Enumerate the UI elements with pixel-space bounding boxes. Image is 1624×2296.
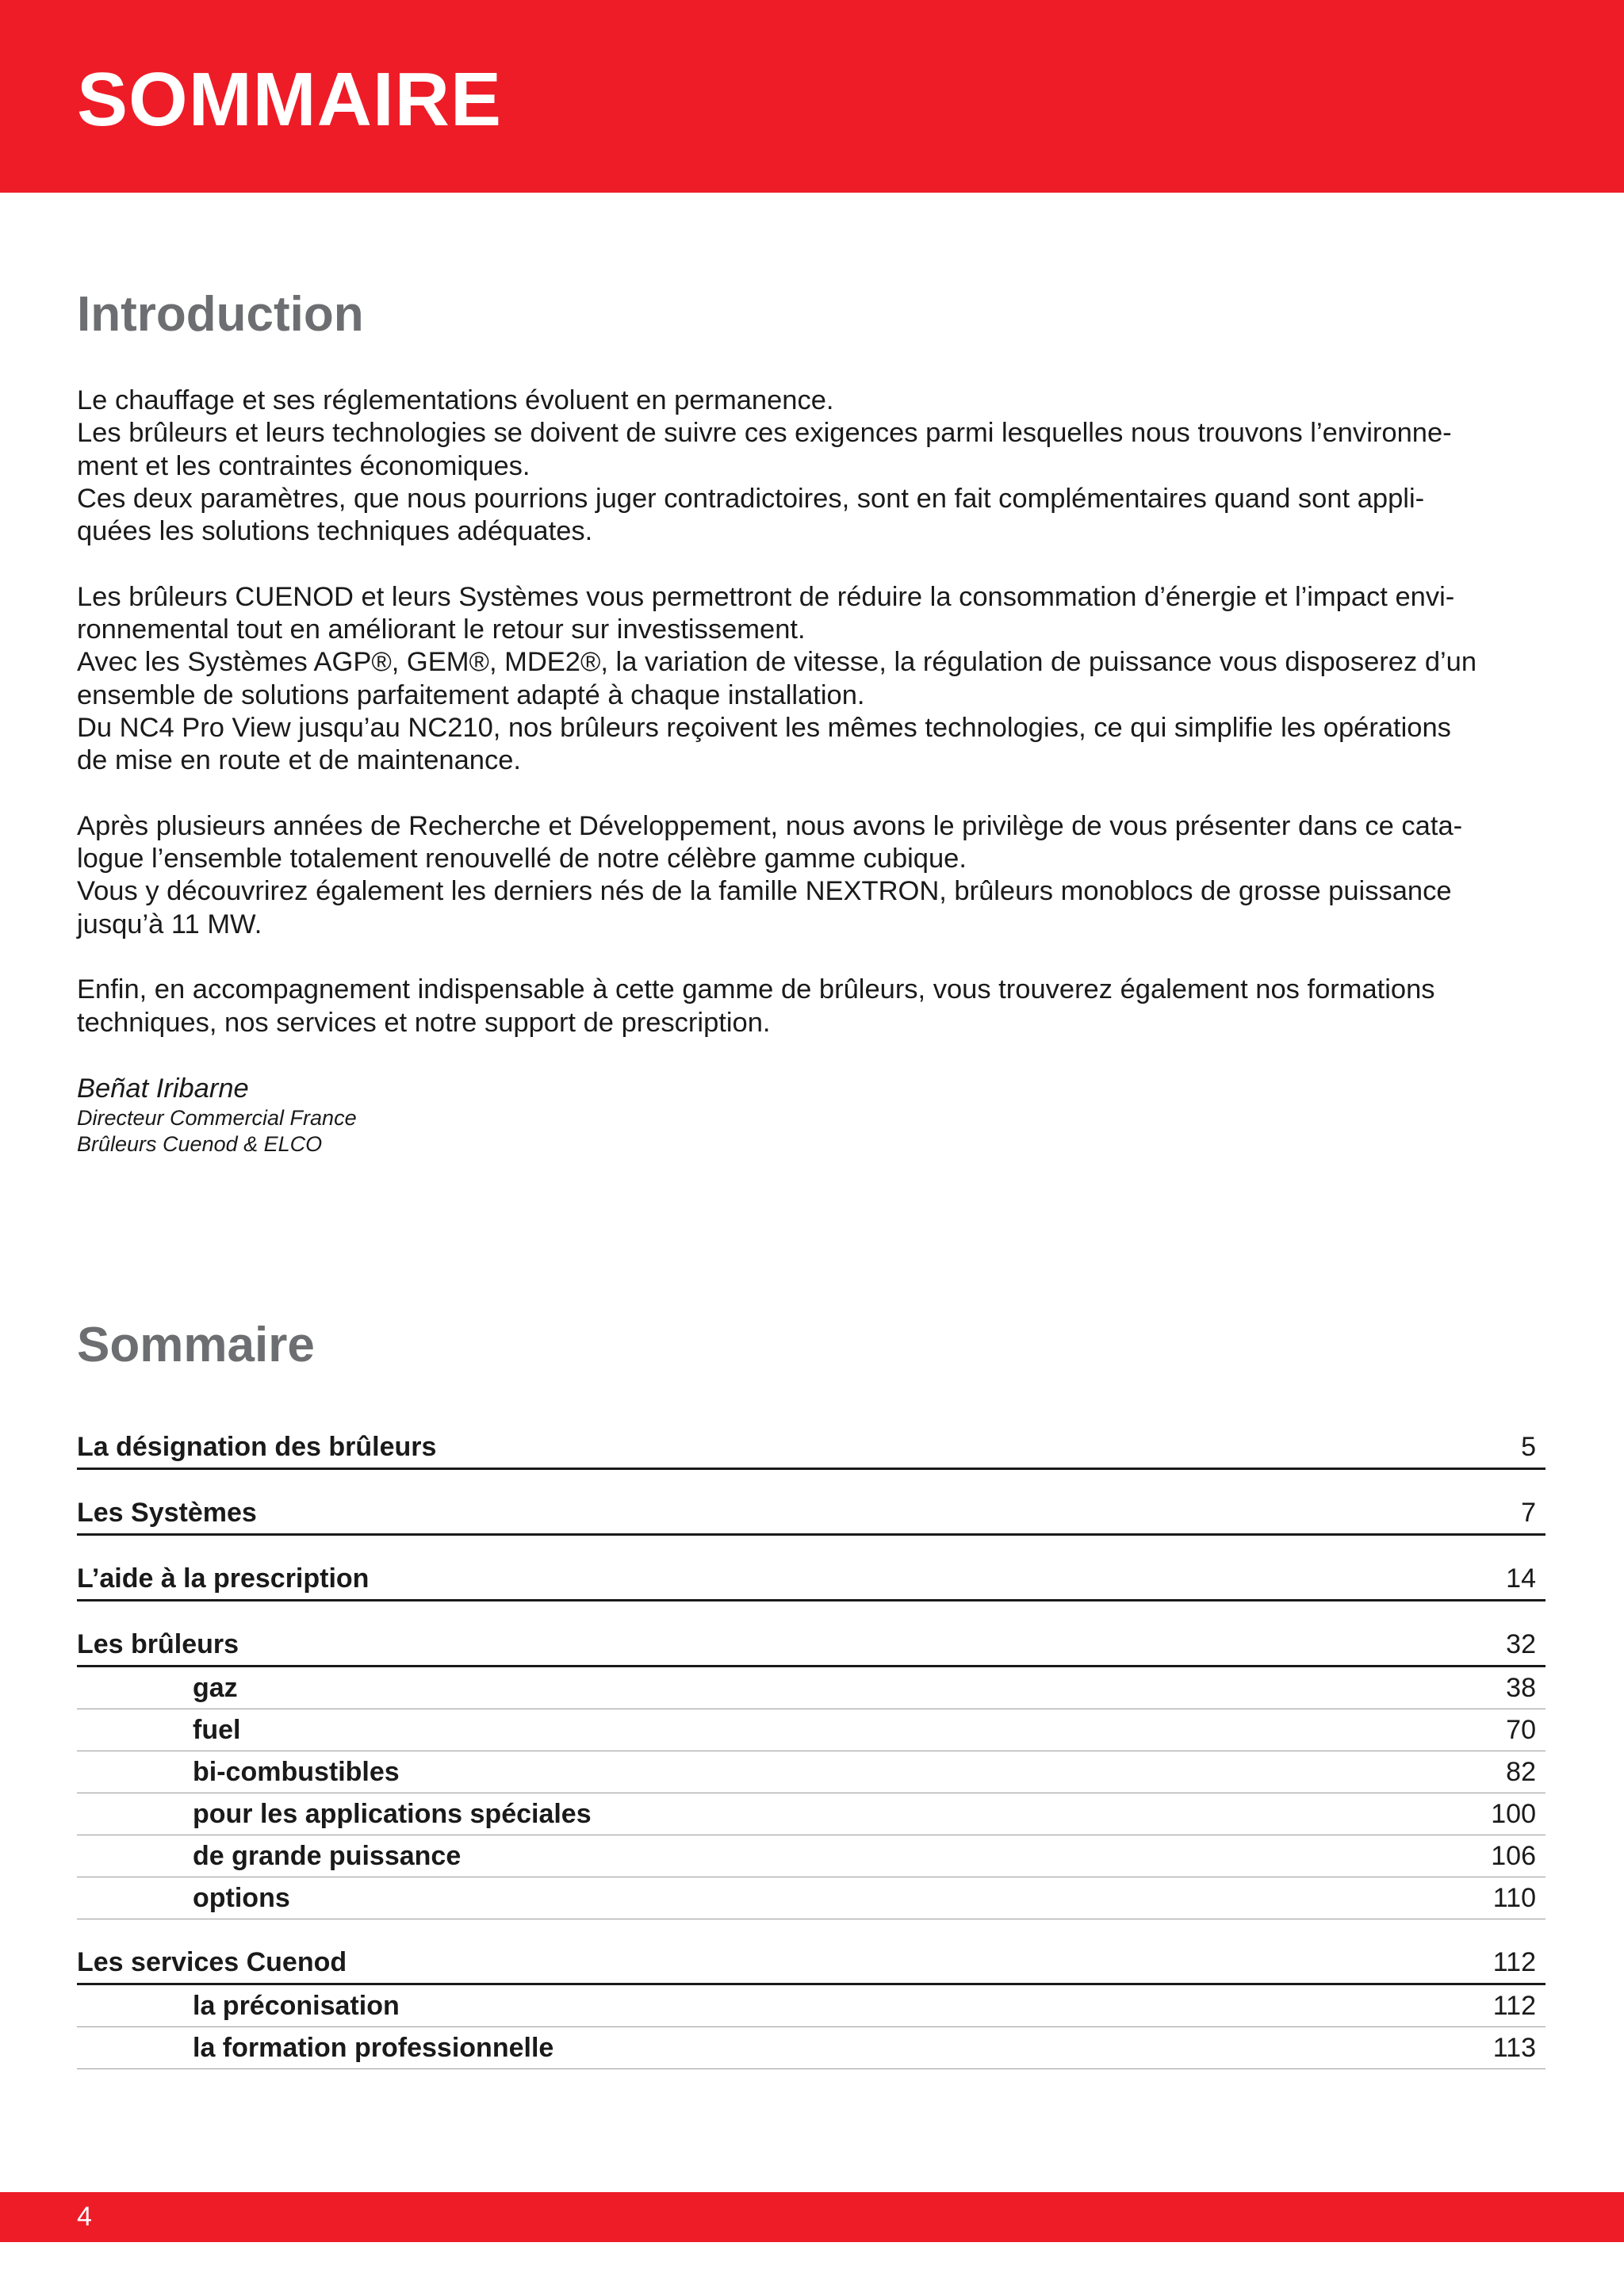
intro-paragraph — [77, 974, 1545, 1039]
signature-company: Brûleurs Cuenod & ELCO — [77, 1132, 323, 1156]
text-line: quées les solutions techniques adéquates. — [77, 516, 593, 547]
text-line: jusqu’à 11 MW. — [77, 909, 262, 939]
toc-entry-label: pour les applications spéciales — [193, 1799, 592, 1829]
toc-heading: Sommaire — [77, 1318, 315, 1372]
page-number: 4 — [77, 2202, 92, 2232]
text-line: ronnemental tout en améliorant le retour sur investissement. — [77, 614, 806, 645]
toc-subentry[interactable] — [77, 1793, 1545, 1835]
page-title: SOMMAIRE — [77, 57, 502, 142]
toc-entry-label: Les services Cuenod — [77, 1947, 347, 1977]
toc-entry-label: Les Systèmes — [77, 1498, 257, 1528]
text-line: Les brûleurs CUENOD et leurs Systèmes vous permettront de réduire la consommation d’énergie et l’impact envi- — [77, 581, 1455, 612]
intro-heading: Introduction — [77, 287, 364, 342]
toc-entry[interactable] — [77, 1942, 1545, 1985]
signature-title: Directeur Commercial France — [77, 1106, 357, 1130]
toc-subentry[interactable] — [77, 1835, 1545, 1877]
text-line: Les brûleurs et leurs technologies se doivent de suivre ces exigences parmi lesquelles nous trouvons l’environne- — [77, 418, 1452, 449]
text-line: de mise en route et de maintenance. — [77, 745, 522, 776]
toc-entry-page: 5 — [1521, 1432, 1536, 1462]
toc-entry-page: 100 — [1491, 1799, 1536, 1829]
toc-entry[interactable] — [77, 1559, 1545, 1601]
toc-entry-page: 82 — [1506, 1757, 1536, 1787]
text-line: logue l’ensemble totalement renouvellé de notre célèbre gamme cubique. — [77, 844, 967, 874]
toc-entry-label: La désignation des brûleurs — [77, 1432, 437, 1462]
signature — [77, 1072, 357, 1158]
text-line: ment et les contraintes économiques. — [77, 450, 530, 481]
text-line: Le chauffage et ses réglementations évoluent en permanence. — [77, 385, 834, 415]
toc-entry-label: Les brûleurs — [77, 1629, 239, 1659]
toc-entry[interactable] — [77, 1427, 1545, 1470]
toc-entry-label: L’aide à la prescription — [77, 1563, 370, 1594]
table-of-contents — [77, 1427, 1545, 2069]
text-line: techniques, nos services et notre support de prescription. — [77, 1007, 771, 1038]
footer-band — [0, 2192, 1624, 2242]
toc-entry-label: fuel — [193, 1715, 241, 1745]
toc-entry[interactable] — [77, 1493, 1545, 1536]
toc-subentry[interactable] — [77, 1877, 1545, 1919]
text-line: Enfin, en accompagnement indispensable à cette gamme de brûleurs, vous trouverez également nos formations — [77, 974, 1435, 1005]
toc-entry-page: 112 — [1492, 1991, 1536, 2021]
toc-subentry[interactable] — [77, 1667, 1545, 1709]
text-line: Du NC4 Pro View jusqu’au NC210, nos brûleurs reçoivent les mêmes technologies, ce qui simplifie les opérations — [77, 712, 1451, 743]
intro-paragraph — [77, 385, 1545, 548]
header-band — [0, 0, 1624, 193]
toc-subentry[interactable] — [77, 1985, 1545, 2027]
text-line: Après plusieurs années de Recherche et Développement, nous avons le privilège de vous présenter dans ce cata- — [77, 810, 1463, 841]
toc-entry-page: 106 — [1491, 1841, 1536, 1871]
toc-entry-label: la formation professionnelle — [193, 2033, 554, 2063]
toc-entry-page: 113 — [1492, 2033, 1536, 2063]
toc-entry-page: 32 — [1506, 1629, 1536, 1659]
intro-paragraph — [77, 810, 1545, 941]
text-line: Avec les Systèmes AGP®, GEM®, MDE2®, la variation de vitesse, la régulation de puissance vous disposerez d’un — [77, 647, 1477, 678]
toc-entry-label: options — [193, 1883, 290, 1913]
toc-subentry[interactable] — [77, 1751, 1545, 1793]
toc-entry-page: 14 — [1506, 1563, 1536, 1594]
signature-name: Beñat Iribarne — [77, 1073, 249, 1104]
text-line: ensemble de solutions parfaitement adapté à chaque installation. — [77, 679, 865, 710]
toc-entry-page: 7 — [1521, 1498, 1536, 1528]
toc-entry[interactable] — [77, 1624, 1545, 1667]
intro-paragraph — [77, 581, 1545, 778]
intro-body — [77, 385, 1545, 1072]
toc-entry-page: 110 — [1492, 1883, 1536, 1913]
toc-entry-page: 112 — [1492, 1947, 1536, 1977]
toc-entry-label: la préconisation — [193, 1991, 400, 2021]
toc-entry-page: 70 — [1506, 1715, 1536, 1745]
toc-entry-page: 38 — [1506, 1673, 1536, 1703]
text-line: Ces deux paramètres, que nous pourrions juger contradictoires, sont en fait complémentaires quand sont appli- — [77, 483, 1425, 514]
toc-entry-label: de grande puissance — [193, 1841, 462, 1871]
toc-subentry[interactable] — [77, 1709, 1545, 1751]
toc-entry-label: bi-combustibles — [193, 1757, 400, 1787]
toc-subentry[interactable] — [77, 2027, 1545, 2069]
text-line: Vous y découvrirez également les derniers nés de la famille NEXTRON, brûleurs monoblocs de grosse puissance — [77, 876, 1452, 907]
toc-entry-label: gaz — [193, 1673, 238, 1703]
